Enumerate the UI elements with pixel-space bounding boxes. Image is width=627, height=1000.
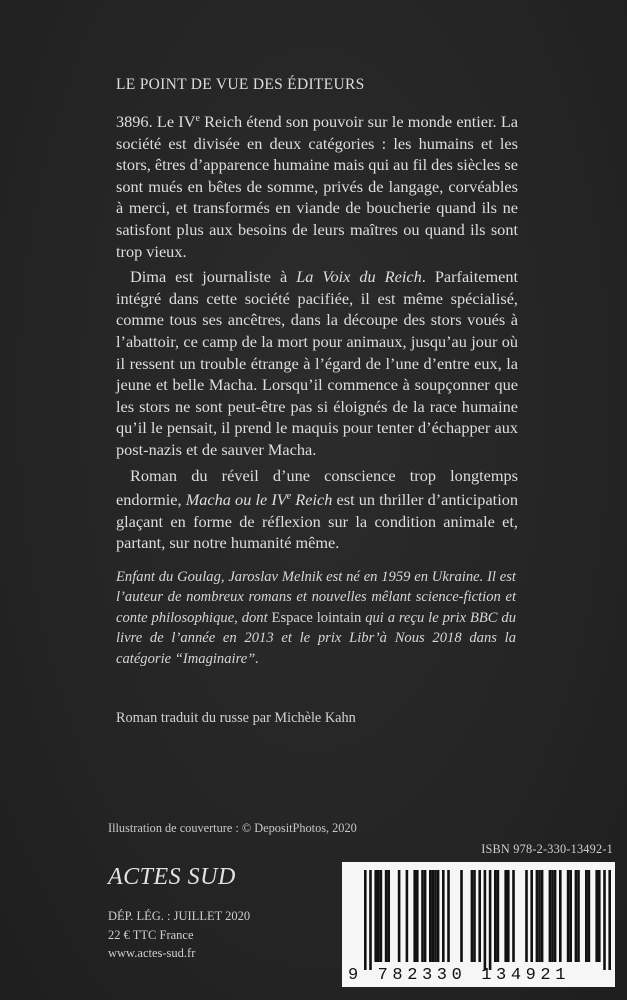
barcode-bar	[554, 870, 557, 962]
barcode-bar	[549, 870, 552, 962]
barcode-bar	[413, 870, 416, 962]
barcode-bar	[575, 870, 578, 962]
barcode-bar	[460, 870, 463, 962]
barcode-bar	[432, 870, 435, 962]
publisher-logo: ACTES SUD	[108, 864, 236, 890]
barcode-bar	[504, 870, 507, 962]
barcode-bar	[536, 870, 539, 962]
barcode-bar	[559, 870, 562, 962]
barcode-bar	[447, 870, 450, 962]
barcode-bar	[608, 870, 611, 970]
barcode-bar	[512, 870, 515, 962]
publisher-website: www.actes-sud.fr	[108, 946, 196, 960]
synopsis	[116, 108, 518, 554]
barcode-bar	[385, 870, 388, 962]
barcode-bar	[551, 870, 554, 962]
price: 22 € TTC France	[108, 927, 194, 942]
synopsis-paragraph-2: Dima est journaliste à La Voix du Reich. Parfaitement intégré dans cette société pacifiée, il est même spécialisé, comme tous ses ancêtres, dans la découpe des stors voués à l’abattoir, ce camp de la mort pour animaux, jusqu’au jour où il ressent un trouble étrange à l’égard de l’une d’entre eux, la jeune et belle Macha. Lorsqu’il commence à soupçonner que les stors ne sont peut-être pas si éloignés de la race humaine qu’il le pensait, il prend le maquis pour tenter d’échapper aux post-nazis et de sauver Macha.	[116, 267, 518, 459]
barcode-bar	[421, 870, 424, 962]
barcode-bar	[525, 870, 528, 962]
barcode-bar	[585, 870, 588, 962]
isbn: ISBN 978-2-330-13492-1	[481, 842, 613, 856]
barcode-bar	[364, 870, 367, 970]
barcode-bar	[369, 870, 372, 970]
barcode-bar	[429, 870, 432, 962]
barcode-bar	[567, 870, 570, 962]
barcode-bar	[471, 870, 474, 962]
barcode-bar	[497, 870, 500, 962]
barcode-bar	[387, 870, 390, 962]
barcode-bar	[377, 870, 380, 962]
barcode-bar	[424, 870, 427, 962]
barcode-bar	[603, 870, 606, 970]
barcode-bar	[588, 870, 591, 962]
barcode-bar	[484, 870, 487, 970]
barcode-bar	[595, 870, 598, 962]
barcode-digits: 9 782330 134921	[348, 966, 571, 985]
barcode-bar	[538, 870, 541, 962]
legal-info	[108, 907, 250, 963]
section-heading: LE POINT DE VUE DES ÉDITEURS	[116, 76, 365, 93]
barcode	[342, 862, 615, 987]
barcode-bar	[380, 870, 383, 962]
barcode-bar	[406, 870, 409, 962]
synopsis-paragraph-1: 3896. Le IVe Reich étend son pouvoir sur le monde entier. La société est divisée en deux catégories : les humains et les stors, êtres d’apparence humaine mais qui au fil des siècles se sont mués en bêtes de somme, privés de langage, corvéables à merci, et transformés en viande de boucherie quand ils ne satisfont plus aux besoins de leurs maîtres ou quand ils sont trop vieux.	[116, 112, 519, 261]
legal-deposit: DÉP. LÉG. : JUILLET 2020	[108, 909, 251, 923]
barcode-bar	[577, 870, 580, 962]
barcode-bar	[494, 870, 497, 962]
barcode-bar	[489, 870, 492, 970]
translator-credit: Roman traduit du russe par Michèle Kahn	[116, 710, 356, 726]
barcode-bar	[598, 870, 601, 962]
barcode-bar	[478, 870, 481, 962]
illustration-credit: Illustration de couverture : © DepositPhotos, 2020	[108, 821, 357, 835]
barcode-bar	[442, 870, 445, 962]
barcode-bar	[434, 870, 437, 962]
barcode-bar	[507, 870, 510, 962]
barcode-bar	[473, 870, 476, 962]
barcode-bar	[530, 870, 533, 962]
barcode-bar	[374, 870, 377, 962]
barcode-bar	[569, 870, 572, 962]
barcode-bar	[437, 870, 440, 962]
author-note: Enfant du Goulag, Jaroslav Melnik est né en 1959 en Ukraine. Il est l’auteur de nombreux romans et nouvelles mêlant science-fiction et conte philosophique, dont Espace lointain qui a reçu le prix BBC du livre de l’année en 2013 et le prix Libr’à Nous 2018 dans la catégorie “Imaginaire”.	[116, 569, 516, 667]
barcode-bar	[416, 870, 419, 962]
synopsis-paragraph-3: Roman du réveil d’une conscience trop longtemps endormie, Macha ou le IVe Reich est un thriller d’anticipation glaçant en forme de réflexion sur la condition animale et, partant, sur notre humanité même.	[116, 465, 519, 553]
barcode-bar	[541, 870, 544, 962]
barcode-bar	[398, 870, 401, 962]
